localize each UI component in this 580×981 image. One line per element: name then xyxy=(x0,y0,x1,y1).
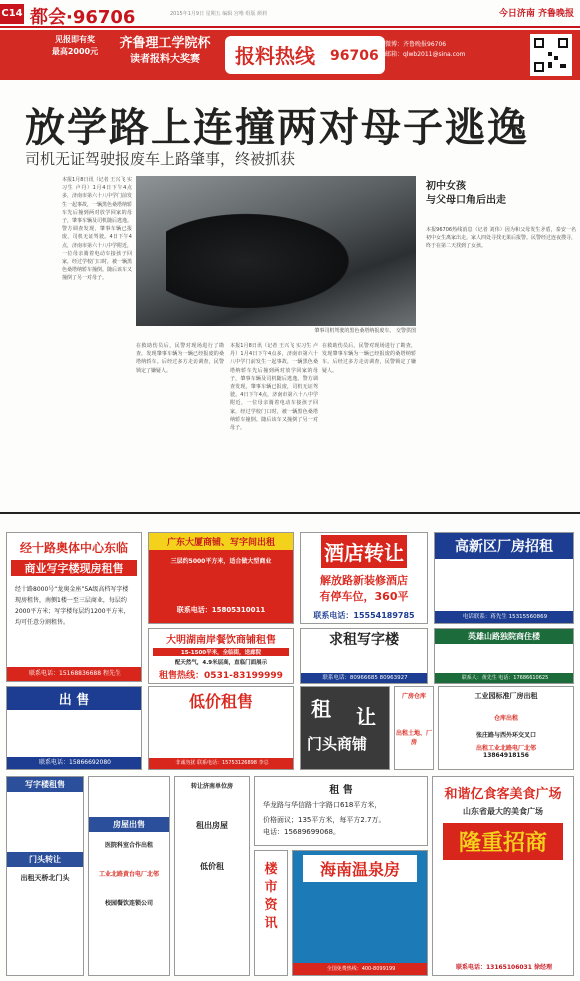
section-title: 都会·96706 xyxy=(30,7,136,28)
photo-caption: 肇事司机驾驶的黑色桑塔纳报废车。 交警供图 xyxy=(314,328,416,334)
article-subheadline: 司机无证驾驶报废车上路肇事，终被抓获 xyxy=(25,150,296,168)
ad-title: 广房仓库 xyxy=(401,693,426,700)
article-headline: 放学路上连撞两对母子逃逸 xyxy=(25,105,529,151)
ad-yingxiong-road xyxy=(434,628,574,684)
property-news-label xyxy=(254,850,288,976)
classified-item: 租出房屋 xyxy=(196,821,228,830)
ad-hainan-hot-spring xyxy=(292,850,428,976)
ad-title: 经十路奥体中心东临 xyxy=(19,541,128,555)
ad-for-sale xyxy=(6,686,142,770)
ad-phone: 电话联系：蒋先生 15315560869 xyxy=(435,611,574,623)
article-column-1: 本报1月8日讯（记者 王兴飞 实习生 卢丹）1月4日下午4点多，济南市第六十八中学门前发生一起事故，一辆黑色桑塔纳轿车先后撞到两对放学回家的母子，肇事车辆及司机随后逃逸。警方调查发现，肇事车辆已报废，司机无证驾驶。4日下午4点，济南市第六十八中学附近，一位母亲骑着电动车接孩子回家，经过学校门口时，被一辆黑色桑塔纳轿车撞倒。随后该车又撞倒了另一对母子。 xyxy=(62,177,132,282)
page-header xyxy=(0,0,580,28)
ad-rent-sale-hualong xyxy=(254,776,428,846)
ad-subtitle: 门头商铺 xyxy=(307,735,368,753)
contest-name: 齐鲁理工学院杯 xyxy=(119,36,211,51)
contest-sub: 读者报料大奖赛 xyxy=(130,54,200,65)
classified-item: 医院科室合作出租 xyxy=(104,842,153,849)
classified-column-2 xyxy=(88,776,170,976)
ad-title: 低价租售 xyxy=(188,692,253,711)
ad-phone: 联系电话：15805310011 xyxy=(176,606,266,614)
ad-title: 租 xyxy=(311,697,331,721)
ad-title: 租 售 xyxy=(329,785,353,796)
ad-phone: 租售热线：0531-83199999 xyxy=(159,671,283,681)
ad-title: 工业园标准厂房出租 xyxy=(474,692,538,700)
classified-item-2: 工业北路黄台电厂北邻 xyxy=(98,871,159,878)
side-title-1: 初中女孩 xyxy=(426,181,466,192)
side-title-2: 与父母口角后出走 xyxy=(426,195,506,206)
ad-subtitle-2: 配天然气，4.9米层高，直临门面展示 xyxy=(174,660,268,666)
ad-phone: 全国免费热线：400-8099199 xyxy=(293,963,428,975)
ad-title: 广东大厦商铺、写字间出租 xyxy=(149,533,293,550)
ad-title-2: 让 xyxy=(356,705,376,729)
section-number: C14 xyxy=(0,4,24,24)
ad-sub-2: 张庄路与西外环交叉口 xyxy=(475,732,536,739)
ad-sub-3: 出租工业北路电厂北邻 xyxy=(475,745,536,752)
ad-title: 求租写字楼 xyxy=(329,632,399,648)
article-column-4: 在救助伤员后，民警对现场进行了勘查，发现肇事车辆为一辆已经报废的桑塔纳轿车。后经过多方走访调查，民警锁定了嫌疑人。 xyxy=(322,343,416,374)
classified-column-3 xyxy=(174,776,250,976)
ad-rent-storefront xyxy=(300,686,390,770)
email-text: 邮箱：qlwb2011@sina.com xyxy=(385,51,466,58)
ad-phone: 联系电话：15168836688 程先生 xyxy=(7,667,142,681)
ad-phone: 联系电话：15554189785 xyxy=(313,611,415,620)
ad-subtitle: 山东省最大的美食广场 xyxy=(463,807,543,816)
ad-subtitle: 15-1500平米，全临街，送廊院 xyxy=(153,648,289,656)
classified-title: 写字楼租售 xyxy=(7,777,83,792)
ad-sub: 仓库出租 xyxy=(493,715,518,722)
ad-body: 经十路8000号“龙奥金座”5A级高档写字楼现房租售，南侧1楼一至三层商业，每层约2000平方米；写字楼每层约1200平方米，均可任意分割租售。 xyxy=(15,586,130,626)
ad-industrial-park xyxy=(438,686,574,770)
article-column-3: 本报1月8日讯（记者 王兴飞 实习生 卢丹）1月4日下午4点多，济南市第六十八中学门前发生一起事故，一辆黑色桑塔纳轿车先后撞到两对放学回家的母子，肇事车辆及司机随后逃逸。警方调查发现，肇事车辆已报废，司机无证驾驶。4日下午4点，济南市第六十八中学附近，一位母亲骑着电动车接孩子回家，经过学校门口时，被一辆黑色桑塔纳轿车撞倒。随后该车又撞倒了另一对母子。 xyxy=(230,343,318,432)
ad-phone: 13864918156 xyxy=(483,752,529,759)
ad-phone: 联系电话：13165106031 徐经理 xyxy=(455,964,552,971)
ad-title: 出 售 xyxy=(7,687,141,710)
ad-food-plaza xyxy=(432,776,574,976)
ad-body: 华龙路与华信路十字路口618平方米， xyxy=(263,801,382,809)
accident-car-photo xyxy=(136,176,416,326)
ad-subtitle: 商业写字楼现房租售 xyxy=(11,560,137,576)
ad-title: 和谐亿食客美食广场 xyxy=(444,787,562,802)
reward-text: 见报即有奖 最高2000元 xyxy=(51,35,99,56)
car-image xyxy=(166,206,366,316)
hotline-number: 96706 xyxy=(330,48,379,64)
ad-phone: 联系电话：80966685 80963927 xyxy=(301,673,428,683)
ad-price: 价格面议；135平方米，每平方2.7万。 xyxy=(263,816,386,824)
qr-code-icon xyxy=(530,34,572,76)
ad-banner: 隆重招商 xyxy=(443,823,563,860)
hotline-box xyxy=(225,36,385,74)
ad-daming-lake xyxy=(148,628,294,684)
ad-phone: 联系人：黄先生 电话：17686610625 xyxy=(435,673,574,683)
ad-phone: 电话：15689699068。 xyxy=(263,828,340,836)
classified-item: 出租天桥北门头 xyxy=(20,874,70,882)
ad-title: 海南温泉房 xyxy=(303,855,417,882)
ad-sub: 出租土地、厂房 xyxy=(395,730,432,746)
weibo-text: 微博：齐鲁晚报96706 xyxy=(385,41,447,48)
ad-title: 高新区厂房招租 xyxy=(435,533,573,559)
ad-divider xyxy=(0,512,580,514)
ad-area: 有停车位，360平 xyxy=(319,590,409,603)
hotline-label: 报料热线 xyxy=(235,44,315,68)
ad-phone: 联系电话：15866692080 xyxy=(7,757,142,769)
classified-title: 转让济南单位房 xyxy=(190,783,233,790)
ad-phone: 非诚勿扰 联系电话：15753126898 李总 xyxy=(149,758,294,769)
ad-subtitle: 解放路新装修酒店 xyxy=(320,574,408,587)
ad-seek-office xyxy=(300,628,428,684)
newspaper-brand: 今日济南 齐鲁晚报 xyxy=(498,9,574,19)
ad-subtitle: 三层约5000平方米，适合做大型商业 xyxy=(170,558,272,565)
contest-title xyxy=(110,36,220,74)
ad-title: 英雄山路独院商住楼 xyxy=(435,629,573,644)
ad-warehouse-label xyxy=(394,686,434,770)
hotline-banner xyxy=(0,30,580,80)
side-label: 楼市资讯 xyxy=(264,862,278,931)
side-story-title xyxy=(426,180,576,220)
ad-title: 大明湖南岸餐饮商铺租售 xyxy=(166,635,276,646)
contact-info xyxy=(385,40,525,60)
classified-title-2: 门头转让 xyxy=(7,852,83,867)
side-story-text: 本报96706热线消息（记者 刘伟）因为和父母发生矛盾，泰安一名初中女生离家出走。家人四处寻找无果后报警。民警经过连夜搜寻，终于在第二天找到了女孩。 xyxy=(426,227,576,250)
ad-title: 酒店转让 xyxy=(321,535,407,568)
ad-office-olympic xyxy=(6,532,142,682)
ad-low-price xyxy=(148,686,294,770)
classified-item-2: 低价租 xyxy=(200,862,224,871)
classified-title: 房屋出售 xyxy=(89,817,169,832)
article-column-2: 在救助伤员后，民警对现场进行了勘查，发现肇事车辆为一辆已经报废的桑塔纳轿车。后经过多方走访调查，民警锁定了嫌疑人。 xyxy=(136,343,224,374)
ad-hotel-transfer xyxy=(300,532,428,624)
classified-item-3: 校园餐饮连锁公司 xyxy=(104,900,153,907)
ad-guangdong-plaza xyxy=(148,532,294,624)
issue-meta: 2015年1月9日 星期五 编辑 宫唯 组版 颜莉 xyxy=(170,11,268,17)
classified-column-1 xyxy=(6,776,84,976)
ad-factory-lease xyxy=(434,532,574,624)
